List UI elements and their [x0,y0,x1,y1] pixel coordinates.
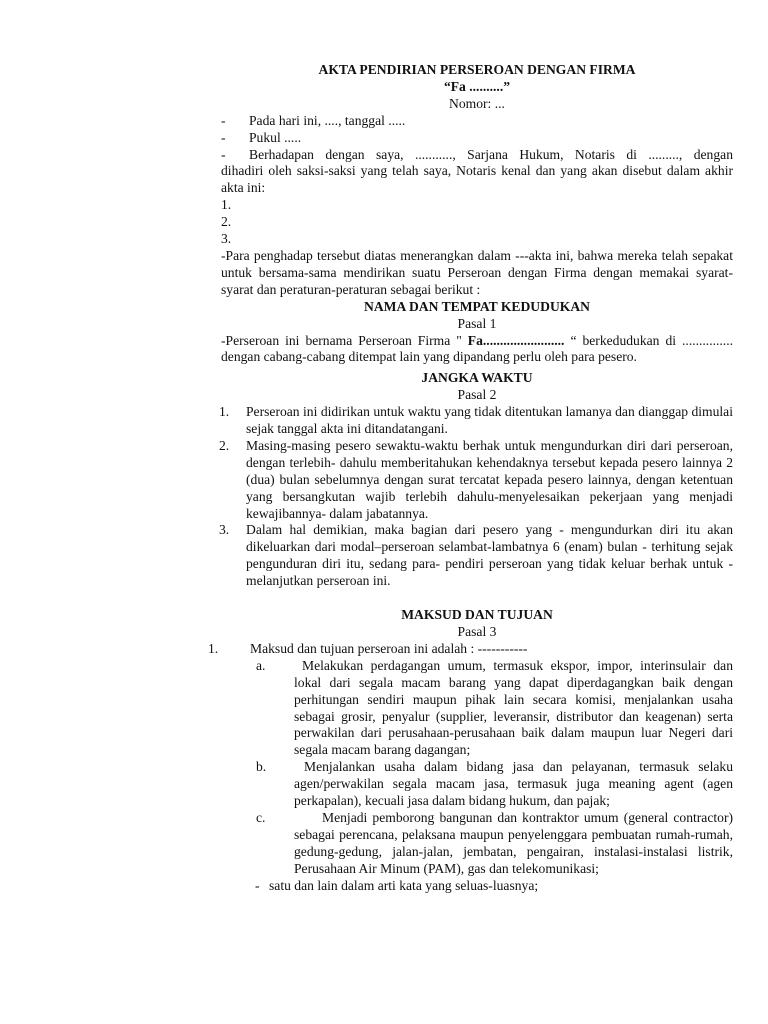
article-3-item-1 [208,641,733,658]
intro-notary-text: Berhadapan dengan saya, ..........., Sarjana Hukum, Notaris di ........., dengan [249,146,733,162]
subitem-text: Menjadi pemborong bangunan dan kontraktor umum (general contractor) sebagai perencana, pelaksana maupun penyelenggara pembuatan rumah-rumah, gedung-gedung, jalan-jalan, jembatan, pengairan, instalasi-instalasi listrik, Perusahaan Air Minum (PAM), gas dan telekomunikasi; [294,809,733,876]
intro-date-text: Pada hari ini, ...., tanggal ..... [249,112,406,128]
dash-marker: - [221,112,226,128]
dash-marker: - [221,129,226,145]
article-1-text-before: -Perseroan ini bernama Perseroan Firma " [221,332,468,348]
item-text: Maksud dan tujuan perseroan ini adalah : ----------- [250,640,528,656]
article-3-closing-line [255,878,733,895]
item-marker: 1. [208,640,219,656]
appearer-2: 2. [221,214,232,230]
document-number: Nomor: ... [449,95,505,111]
subitem-marker: c. [256,809,266,825]
item-text: Dalam hal demikian, maka bagian dari pesero yang - mengundurkan diri itu akan dikeluarkan dari modal–perseroan selambat-lambatnya 6 (enam) bulan - terhitung sejak pengunduran diri itu, sedang para- pendiri perseroan yang tidak keluar berhak untuk - melanjutkan perseroan ini. [246,522,733,589]
article-1-paragraph [221,333,733,367]
firm-name: “Fa ..........” [443,78,511,94]
deed-document [208,62,733,895]
subitem-text: Menjalankan usaha dalam bidang jasa dan pelayanan, termasuk selaku agen/perwakilan segala macam jasa, termasuk juga meaning agent (agen perkapalan), kecuali jasa dalam bidang hukum, dan pajak; [294,759,733,809]
intro-time-text: Pukul ..... [249,129,302,145]
article-3-subitem-c [256,810,733,878]
spacer [221,590,733,607]
article-2-label: Pasal 2 [457,387,497,403]
section-heading-name: NAMA DAN TEMPAT KEDUDUKAN [364,298,590,314]
article-1-label: Pasal 1 [457,315,497,331]
article-3-subitem-a [256,658,733,759]
intro-continuation: dihadiri oleh saksi-saksi yang telah saya, Notaris kenal dan yang akan disebut dalam akhir akta ini: [221,163,733,196]
closing-text: satu dan lain dalam arti kata yang seluas-luasnya; [269,877,539,893]
intro-line-time [221,130,733,147]
document-title: AKTA PENDIRIAN PERSEROAN DENGAN FIRMA [318,62,636,77]
section-heading-purpose: MAKSUD DAN TUJUAN [401,607,553,623]
article-2-item-1 [219,404,733,438]
firm-name-placeholder: Fa........................ [467,332,565,348]
item-marker: 2. [219,437,230,453]
article-2-item-2 [219,438,733,523]
item-marker: 1. [219,404,230,420]
intro-line-notary [221,147,733,164]
item-text: Masing-masing pesero sewaktu-waktu berhak untuk mengundurkan diri dari perseroan, dengan terlebih- dahulu memberitahukan kehendaknya tersebut kepada pesero lainnya 2 (dua) bulan sebelumnya dengan surat tercatat kepada pesero lainnya, dengan ketentuan yang bersangkutan wajib terlebih dahulu-menyelesaikan pekerjaan yang menjadi kewajibannya- dalam jabatannya. [246,437,733,521]
article-3-label: Pasal 3 [457,624,497,639]
subitem-text: Melakukan perdagangan umum, termasuk ekspor, impor, interinsulair dan lokal dari segala macam barang yang dapat diperdagangkan baik dengan perhitungan sendiri maupun pihak lain secara komisi, menjalankan usaha sebagai grosir, penyalur (supplier, leveransir, distributor dan keagenan) serta perwakilan dari perusahaan-perusahaan baik dalam maupun luar Negeri dari segala macam barang dagangan; [294,657,733,758]
declaration-paragraph: -Para penghadap tersebut diatas menerangkan dalam ---akta ini, bahwa mereka telah sepakat untuk bersama-sama mendirikan suatu Perseroan dengan Firma dengan memakai syarat-syarat dan peraturan-peraturan sebagai berikut : [221,247,733,297]
item-marker: 3. [219,522,230,538]
appearer-3: 3. [221,231,232,247]
article-2-item-3 [219,522,733,590]
appearer-1: 1. [221,197,232,213]
dash-marker: - [255,877,260,893]
section-heading-term: JANGKA WAKTU [421,370,533,386]
item-text: Perseroan ini didirikan untuk waktu yang tidak ditentukan lamanya dan dianggap dimulai sejak tanggal akta ini ditandatangani. [246,404,733,437]
dash-marker: - [221,146,226,162]
subitem-marker: a. [256,657,266,673]
subitem-marker: b. [256,759,267,775]
intro-line-date [221,113,733,130]
article-3-subitem-b [256,759,733,810]
article-1-text-after: “ berkedudukan di ............... dengan cabang-cabang ditempat lain yang dipandang perlu oleh para pesero. [221,332,733,365]
